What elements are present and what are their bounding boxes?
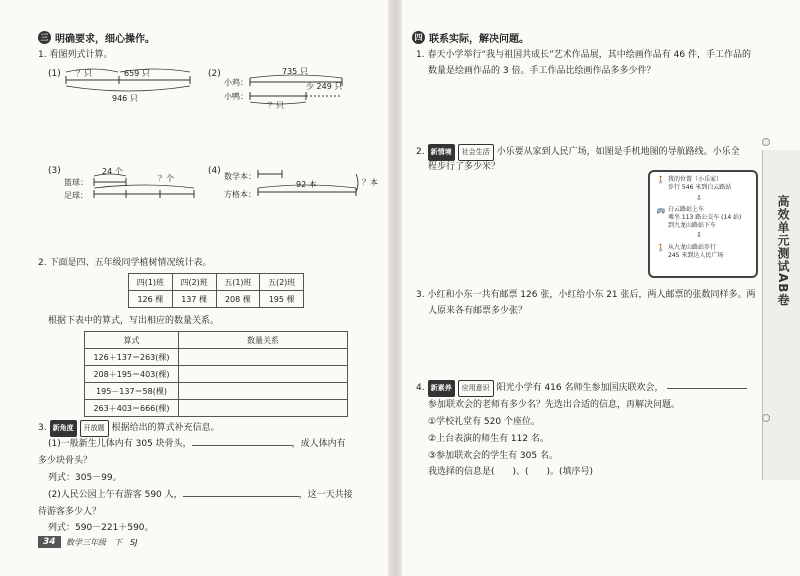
nav-step: 245 米到达人民广场 — [668, 252, 724, 259]
page-number: 34 — [38, 536, 61, 548]
q3-p1-c: 多少块骨头？ — [38, 456, 93, 466]
q3-p2-a: (2)人民公园上午有游客 590 人， — [48, 490, 183, 500]
d4-row2: 方格本： — [224, 190, 256, 199]
r1-line2: 数量是绘画作品的 3 倍。手工作品比绘画作品多多少件？ — [428, 66, 656, 76]
relation-header: 数量关系 — [179, 332, 348, 349]
section-4-title: 联系实际，解决问题。 — [429, 34, 529, 45]
d4-index: (4) — [208, 166, 221, 176]
relation-header: 算式 — [85, 332, 179, 349]
q2-instruction: 根据下表中的算式，写出相应的数量关系。 — [48, 316, 220, 326]
relation-answer-cell[interactable] — [179, 400, 348, 417]
r4-line1: 阳光小学有 416 名师生参加国庆联欢会， — [496, 383, 664, 393]
relation-table — [84, 331, 348, 417]
punch-hole-icon — [762, 138, 770, 146]
arrow-down-icon: ⇩ — [696, 231, 702, 239]
q3-tag2: 开放题 — [80, 420, 109, 437]
q3-p2-blank[interactable] — [183, 496, 299, 497]
phone-map — [648, 170, 758, 278]
q3-p2-b: ，这一天共接 — [298, 490, 353, 500]
nav-step: 步行 546 米到白云路站 — [668, 184, 732, 191]
arrow-down-icon: ⇩ — [696, 194, 702, 202]
d3-row1: 篮球： — [64, 178, 88, 187]
d2-segment-diagram — [248, 72, 348, 106]
r2-line2: 程步行了多少米？ — [428, 162, 501, 172]
stat-table — [128, 273, 304, 308]
relation-answer-cell[interactable] — [179, 383, 348, 400]
r1-line1: 1. 春天小学举行“我与祖国共成长”艺术作品展，其中绘画作品有 46 件，手工作品的 — [416, 50, 751, 60]
d1-unknown: ？只 — [76, 69, 92, 78]
r4-choose: 我选择的信息是( )、( )。(填序号) — [428, 467, 594, 477]
section-4-heading — [412, 30, 529, 45]
r4-blank[interactable] — [667, 388, 747, 389]
stat-value: 137 棵 — [172, 291, 216, 308]
r3-line2: 人原来各有邮票多少张？ — [428, 306, 528, 316]
stat-value: 126 棵 — [129, 291, 173, 308]
d4-segment-diagram — [256, 168, 362, 200]
d1-known: 659 只 — [124, 69, 150, 78]
relation-formula: 126＋137＝263(棵) — [85, 349, 179, 366]
d4-row1: 数学本： — [224, 172, 256, 181]
stat-value: 195 棵 — [260, 291, 304, 308]
q3-p1-b: ，成人体内有 — [291, 439, 346, 449]
d3-segment-diagram — [92, 172, 202, 202]
q1-label: 1. 看图列式计算。 — [38, 50, 113, 60]
r4-option: ①学校礼堂有 520 个座位。 — [428, 417, 540, 427]
relation-formula: 263＋403＝666(棵) — [85, 400, 179, 417]
r2-heading — [416, 144, 740, 161]
r4-line2: 参加联欢会的老师有多少名？先选出合适的信息，再解决问题。 — [428, 400, 681, 410]
r2-tag2: 社会生活 — [458, 144, 494, 161]
nav-step: 白云路站上车 — [668, 206, 705, 213]
bus-icon: 🚌 — [656, 206, 666, 214]
walk-icon: 🚶 — [656, 176, 666, 184]
r4-heading — [416, 380, 747, 397]
q3-p2-line — [48, 488, 353, 503]
q3-p1-formula: 列式：305－99。 — [48, 473, 122, 483]
d2-top: 735 只 — [282, 67, 308, 76]
walk-icon: 🚶 — [656, 244, 666, 252]
section-4-number: 四 — [412, 31, 425, 44]
section-3-number: 三 — [38, 31, 51, 44]
nav-step: 到九龙山路站下车 — [668, 222, 717, 229]
d1-index: (1) — [48, 69, 61, 79]
q3-label: 根据给出的算式补充信息。 — [111, 423, 220, 433]
q3-p1-line — [48, 437, 346, 452]
r2-line1: 小乐要从家到人民广场，如图是手机地图的导航路线。小乐全 — [496, 147, 740, 157]
footer-text: 数学三年级 下 SJ — [66, 538, 138, 547]
r4-tag2: 应用意识 — [458, 380, 494, 397]
q3-p2-c: 待游客多少人？ — [38, 507, 102, 517]
section-3-heading — [38, 30, 155, 45]
d2-row1: 小鸡： — [224, 78, 248, 87]
stat-value: 208 棵 — [216, 291, 260, 308]
d2-index: (2) — [208, 69, 221, 79]
nav-step: 我的位置（小乐家） — [668, 176, 723, 183]
stat-header: 五(1)班 — [216, 274, 260, 291]
q3-tag: 新角度 — [50, 420, 77, 437]
book-spine — [388, 0, 402, 576]
d2-unknown: ？只 — [268, 101, 284, 110]
d3-unknown: ？个 — [158, 174, 174, 183]
relation-formula: 195－137＝58(棵) — [85, 383, 179, 400]
stat-header: 四(1)班 — [129, 274, 173, 291]
q2-label: 2. 下面是四、五年级同学植树情况统计表。 — [38, 258, 212, 268]
relation-answer-cell[interactable] — [179, 366, 348, 383]
nav-step: 从九龙山路站步行 — [668, 244, 717, 251]
q3-p2-formula: 列式：590－221＋590。 — [48, 523, 154, 533]
r4-option: ③参加联欢会的学生有 305 名。 — [428, 451, 558, 461]
d3-row2: 足球： — [64, 191, 88, 200]
r2-tag: 新情境 — [428, 144, 455, 161]
r4-tag: 新素养 — [428, 380, 455, 397]
section-3-title: 明确要求，细心操作。 — [55, 34, 155, 45]
side-title: 高效单元测试AB卷 — [776, 195, 790, 307]
r3-line1: 3. 小红和小东一共有邮票 126 张，小红给小东 21 张后，两人邮票的张数同样多。两 — [416, 290, 756, 300]
q3-number: 3. — [38, 423, 47, 433]
d4-unknown: ？本 — [362, 178, 378, 187]
r2-number: 2. — [416, 147, 425, 157]
d3-top: 24 个 — [102, 167, 123, 176]
relation-answer-cell[interactable] — [179, 349, 348, 366]
punch-hole-icon — [762, 414, 770, 422]
q3-p1-blank[interactable] — [192, 445, 292, 446]
q3-p1-a: (1)一般新生儿体内有 305 块骨头， — [48, 439, 192, 449]
q3-heading — [38, 420, 220, 437]
nav-step: 乘坐 113 路公交车 (14 站) — [668, 214, 742, 221]
d2-less: 少 249 只 — [306, 82, 343, 91]
d2-row2: 小鸭： — [224, 92, 248, 101]
d3-index: (3) — [48, 166, 61, 176]
r4-number: 4. — [416, 383, 425, 393]
d1-total: 946 只 — [112, 94, 138, 103]
d4-top: 92 本 — [296, 180, 317, 189]
relation-formula: 208＋195＝403(棵) — [85, 366, 179, 383]
r4-option: ②上台表演的师生有 112 名。 — [428, 434, 549, 444]
stat-header: 五(2)班 — [260, 274, 304, 291]
stat-header: 四(2)班 — [172, 274, 216, 291]
